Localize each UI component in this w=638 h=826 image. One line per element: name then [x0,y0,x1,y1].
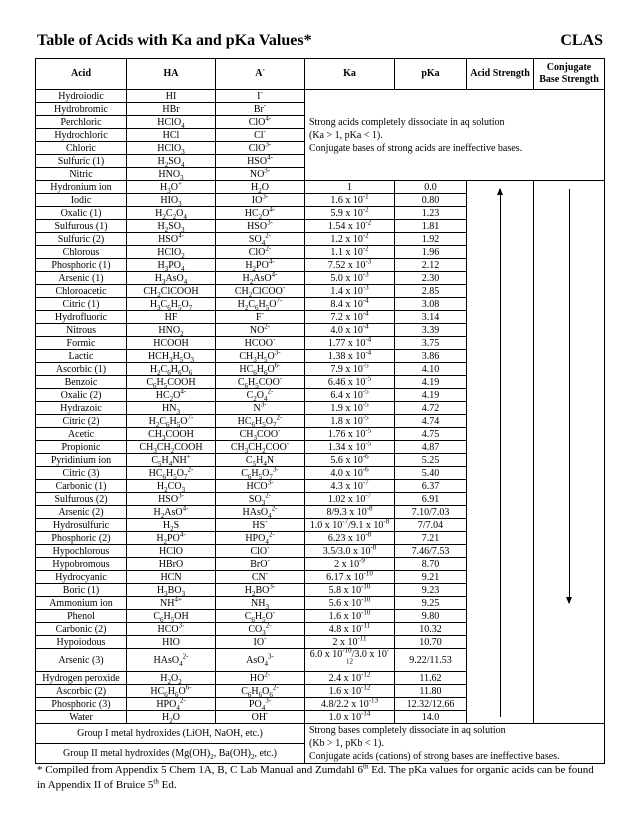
conjugate-base-cell: $H_2AsO^{4-}$ [216,272,305,285]
acid-formula-cell: $HNO_3$ [127,168,216,181]
acid-name-cell: Hydrocyanic [36,571,127,584]
acid-name-cell: Citric (1) [36,298,127,311]
acid-formula-cell: $NH^{4+}$ [127,597,216,610]
pka-cell: 5.25 [395,454,467,467]
pka-cell: 3.39 [395,324,467,337]
conjugate-base-cell: $H_2O$ [216,181,305,194]
ka-cell: 2 x $10^{-11}$ [305,636,395,649]
acid-formula-cell: $H_3O^+$ [127,181,216,194]
conjugate-base-cell: $CO_3^{2-}$ [216,623,305,636]
acid-name-cell: Hydrogen peroxide [36,672,127,685]
conjugate-base-cell: Cl- [216,129,305,142]
acid-name-cell: Citric (2) [36,415,127,428]
conjugate-base-cell: $C_5H_4N$ [216,454,305,467]
strong-acid-note: Strong acids completely dissociate in aq solution (Ka > 1, pKa < 1). Conjugate bases of strong acids are ineffective bases. [305,90,605,181]
acid-name-cell: Lactic [36,350,127,363]
ka-cell: 5.0 x $10^{-3}$ [305,272,395,285]
conjugate-base-cell: HS- [216,519,305,532]
conjugate-base-cell: CN- [216,571,305,584]
ka-cell: 1.2 x $10^{-2}$ [305,233,395,246]
pka-cell: 3.75 [395,337,467,350]
acid-formula-cell: $H_2AsO^{4-}$ [127,506,216,519]
acid-formula-cell: $HPO_4^{2-}$ [127,698,216,711]
acid-name-cell: Propionic [36,441,127,454]
conjugate-base-cell: ClO$^{3-}$ [216,142,305,155]
conjugate-base-cell: $N^{3-}$ [216,402,305,415]
acid-name-cell: Hypobromous [36,558,127,571]
acid-name-cell: Sulfurous (2) [36,493,127,506]
acid-row [36,181,605,194]
acid-name-cell: Hydrosulfuric [36,519,127,532]
ka-cell: 1.9 x $10^{-5}$ [305,402,395,415]
ka-cell: 1.02 x $10^{-7}$ [305,493,395,506]
ka-cell: 7.2 x $10^{-4}$ [305,311,395,324]
acid-strength-cell [467,181,534,724]
acid-table [35,58,605,764]
acid-name-cell: Benzoic [36,376,127,389]
acid-name-cell: Arsenic (1) [36,272,127,285]
acid-formula-cell: $C_6H_5OH$ [127,610,216,623]
pka-cell: 7/7.04 [395,519,467,532]
acid-name-cell: Arsenic (3) [36,649,127,672]
acid-name-cell: Hydrobromic [36,103,127,116]
acid-formula-cell: $C_6H_5COOH$ [127,376,216,389]
acid-name-cell: Sulfuric (1) [36,155,127,168]
pka-cell: 7.21 [395,532,467,545]
acid-formula-cell: $CH_3CH_2COOH$ [127,441,216,454]
ka-cell: 6.46 x $10^{-5}$ [305,376,395,389]
acid-formula-cell: $HNO_2$ [127,324,216,337]
acid-formula-cell: $H_2C_6H_6O_6$ [127,363,216,376]
ka-cell: 1.6 x $10^{-12}$ [305,685,395,698]
footnote: * Compiled from Appendix 5 Chem 1A, B, C Lab Manual and Zumdahl 6th Ed. The pKa values for organic acids can be found in Appendix II of Bruice 5th Ed. [37,762,594,791]
acid-name-cell: Phosphoric (3) [36,698,127,711]
pka-cell: 7.10/7.03 [395,506,467,519]
acid-formula-cell: HI [127,90,216,103]
ka-cell: 8.4 x $10^{-4}$ [305,298,395,311]
header-ka: Ka [305,59,395,90]
conjugate-base-cell: Br- [216,103,305,116]
conjugate-base-cell: $HCO^{3-}$ [216,480,305,493]
ka-cell: 5.6 x $10^{-6}$ [305,454,395,467]
pka-cell: 3.14 [395,311,467,324]
acid-formula-cell: HCl [127,129,216,142]
ka-cell: 1.0 x $10^{-7}/9.1$ x $10^{-8}$ [305,519,395,532]
conjugate-base-cell: $HSO^{3-}$ [216,220,305,233]
pka-cell: 9.21 [395,571,467,584]
conjugate-base-cell: HAsO$_4^{2-}$ [216,506,305,519]
strong-base-label: Group I metal hydroxides (LiOH, NaOH, etc.) [36,724,305,744]
header-pka: pKa [395,59,467,90]
acid-name-cell: Oxalic (1) [36,207,127,220]
ka-cell: 1.34 x $10^{-5}$ [305,441,395,454]
acid-name-cell: Phenol [36,610,127,623]
acid-formula-cell: HCOOH [127,337,216,350]
acid-formula-cell: $H_2O_2$ [127,672,216,685]
acid-name-cell: Oxalic (2) [36,389,127,402]
conjugate-base-cell: OH- [216,711,305,724]
conjugate-base-cell: $IO^{3-}$ [216,194,305,207]
acid-name-cell: Hydroiodic [36,90,127,103]
conjugate-base-cell: $CH_2ClCOO^-$ [216,285,305,298]
header-a: A- [216,59,305,90]
pka-cell: 7.46/7.53 [395,545,467,558]
pka-cell: 6.37 [395,480,467,493]
acid-formula-cell: HClO [127,545,216,558]
acid-name-cell: Hydrazoic [36,402,127,415]
ka-cell: 6.23 x $10^{-8}$ [305,532,395,545]
acid-formula-cell: $H_2C_6H_5O^{7-}$ [127,415,216,428]
header-acid-strength: Acid Strength [467,59,534,90]
acid-formula-cell: $H_2SO_4$ [127,155,216,168]
acid-formula-cell: $HC_6H_6O^{6-}$ [127,685,216,698]
ka-cell: 1.8 x $10^{-5}$ [305,415,395,428]
conjugate-base-cell: $H_2BO^{3-}$ [216,584,305,597]
conjugate-base-cell: $CH_3H_5O^{3-}$ [216,350,305,363]
conjugate-base-cell: $HC_2O^{4-}$ [216,207,305,220]
pka-cell: 4.10 [395,363,467,376]
pka-cell: 4.72 [395,402,467,415]
ka-cell: 1.6 x $10^{-1}$ [305,194,395,207]
acid-formula-cell: $H_3PO_4$ [127,259,216,272]
acid-name-cell: Boric (1) [36,584,127,597]
ka-cell: 4.8 x $10^{-11}$ [305,623,395,636]
pka-cell: 2.12 [395,259,467,272]
ka-cell: 6.0 x $10^{-10}/3.0$ x $10^{-12}$ [305,649,395,672]
ka-cell: 1 [305,181,395,194]
pka-cell: 4.19 [395,389,467,402]
acid-name-cell: Chlorous [36,246,127,259]
pka-cell: 5.40 [395,467,467,480]
acid-formula-cell: HClO$_3$ [127,142,216,155]
acid-formula-cell: $C_5H_4NH^+$ [127,454,216,467]
acid-formula-cell: $H_2C_2O_4$ [127,207,216,220]
conjugate-base-cell: $CH_3CH_2COO^-$ [216,441,305,454]
conjugate-base-cell: $C_2O_4^{2-}$ [216,389,305,402]
acid-name-cell: Iodic [36,194,127,207]
ka-cell: 7.52 x $10^{-3}$ [305,259,395,272]
conjugate-base-cell: ClO- [216,545,305,558]
acid-formula-cell: $H_2SO_3$ [127,220,216,233]
header-ha: HA [127,59,216,90]
acid-name-cell: Hypochlorous [36,545,127,558]
header-conjugate-base-strength: Conjugate Base Strength [534,59,605,90]
conjugate-base-cell: $HPO_4^{2-}$ [216,532,305,545]
strong-base-row [36,724,605,744]
corner-label: CLAS [560,32,603,49]
ka-cell: 2 x $10^{-9}$ [305,558,395,571]
acid-name-cell: Hydronium ion [36,181,127,194]
acid-formula-cell: $H_3BO_3$ [127,584,216,597]
strong-base-label: Group II metal hydroxides ($Mg(OH)_2$, $Ba(OH)_2$, etc.) [36,744,305,764]
acid-formula-cell: HIO [127,636,216,649]
acid-formula-cell: $CH_3COOH$ [127,428,216,441]
acid-name-cell: Nitrous [36,324,127,337]
acid-formula-cell: HBr [127,103,216,116]
acid-formula-cell: $CH_2ClCOOH$ [127,285,216,298]
ka-cell: 1.0 x $10^{-14}$ [305,711,395,724]
ka-cell: 2.4 x $10^{-12}$ [305,672,395,685]
ka-cell: 1.4 x $10^{-3}$ [305,285,395,298]
ka-cell: 8/9.3 x $10^{-8}$ [305,506,395,519]
header-acid: Acid [36,59,127,90]
conjugate-base-cell: $CH_3COO^-$ [216,428,305,441]
ka-cell: 7.9 x $10^{-5}$ [305,363,395,376]
acid-formula-cell: $HCH_3H_5O_3$ [127,350,216,363]
ka-cell: 1.38 x $10^{-4}$ [305,350,395,363]
pka-cell: 1.23 [395,207,467,220]
pka-cell: 2.30 [395,272,467,285]
ka-cell: 4.3 x $10^{-7}$ [305,480,395,493]
acid-name-cell: Sulfuric (2) [36,233,127,246]
acid-formula-cell: $H_2O$ [127,711,216,724]
conjugate-base-cell: ClO$^{2-}$ [216,246,305,259]
table-header-row [36,59,605,90]
acid-name-cell: Ascorbic (2) [36,685,127,698]
conjugate-base-cell: $HC_6H_5O_7^{2-}$ [216,415,305,428]
acid-formula-cell: $H_3AsO_4$ [127,272,216,285]
pka-cell: 4.19 [395,376,467,389]
page-title: Table of Acids with Ka and pKa Values* [37,32,312,49]
acid-name-cell: Hydrofluoric [36,311,127,324]
conjugate-base-cell: $H_2C_6H_5O^{7-}$ [216,298,305,311]
pka-cell: 4.87 [395,441,467,454]
acid-name-cell: Ascorbic (1) [36,363,127,376]
conjugate-base-cell: $NO^{3-}$ [216,168,305,181]
acid-name-cell: Carbonic (1) [36,480,127,493]
title-bar [37,32,603,54]
acid-name-cell: Phosphoric (2) [36,532,127,545]
acid-name-cell: Perchloric [36,116,127,129]
pka-cell: 10.70 [395,636,467,649]
conjugate-base-cell: $C_6H_5COO^-$ [216,376,305,389]
acid-name-cell: Chloric [36,142,127,155]
ka-cell: 4.0 x $10^{-4}$ [305,324,395,337]
pka-cell: 6.91 [395,493,467,506]
ka-cell: 6.4 x $10^{-5}$ [305,389,395,402]
acid-name-cell: Chloroacetic [36,285,127,298]
pka-cell: 3.08 [395,298,467,311]
pka-cell: 9.80 [395,610,467,623]
ka-cell: 3.5/3.0 x $10^{-8}$ [305,545,395,558]
acid-name-cell: Citric (3) [36,467,127,480]
acid-name-cell: Carbonic (2) [36,623,127,636]
conjugate-base-cell: $PO_4^{3-}$ [216,698,305,711]
ka-cell: 1.1 x $10^{-2}$ [305,246,395,259]
ka-cell: 6.17 x $10^{-10}$ [305,571,395,584]
acid-formula-cell: HAsO$_4^{2-}$ [127,649,216,672]
acid-formula-cell: $HN_3$ [127,402,216,415]
conjugate-base-cell: $NH_3$ [216,597,305,610]
pka-cell: 0.0 [395,181,467,194]
conjugate-base-cell: $HC_6H_6O^{6-}$ [216,363,305,376]
acid-formula-cell: $HSO^{3-}$ [127,493,216,506]
pka-cell: 2.85 [395,285,467,298]
pka-cell: 14.0 [395,711,467,724]
table-body [36,90,605,764]
pka-cell: 8.70 [395,558,467,571]
ka-cell: 5.8 x $10^{-10}$ [305,584,395,597]
increasing-base-strength-arrow [569,189,570,603]
acid-name-cell: Phosphoric (1) [36,259,127,272]
conjugate-base-cell: $HSO^{4-}$ [216,155,305,168]
pka-cell: 11.80 [395,685,467,698]
conjugate-base-cell: $SO_4^{2-}$ [216,233,305,246]
ka-cell: 1.6 x $10^{-10}$ [305,610,395,623]
acid-formula-cell: $HSO^{4-}$ [127,233,216,246]
acid-formula-cell: HF [127,311,216,324]
conjugate-base-cell: $NO^{2-}$ [216,324,305,337]
acid-formula-cell: $HCO^{3-}$ [127,623,216,636]
ka-cell: 5.9 x $10^{-2}$ [305,207,395,220]
acid-formula-cell: $H_3C_6H_5O_7$ [127,298,216,311]
ka-cell: 4.8/2.2 x $10^{-13}$ [305,698,395,711]
acid-name-cell: Hydrochloric [36,129,127,142]
ka-cell: 1.54 x $10^{-2}$ [305,220,395,233]
conjugate-base-cell: $SO_3^{2-}$ [216,493,305,506]
acid-formula-cell: HClO$_2$ [127,246,216,259]
acid-name-cell: Hypoiodous [36,636,127,649]
conjugate-base-cell: $C_6H_5O_7^{3-}$ [216,467,305,480]
pka-cell: 9.22/11.53 [395,649,467,672]
acid-formula-cell: $HIO_3$ [127,194,216,207]
acid-formula-cell: $H_2CO_3$ [127,480,216,493]
strong-base-note: Strong bases completely dissociate in aq solution (Kb > 1, pKb < 1). Conjugate acids (cations) of strong bases are ineffective bases. [305,724,605,764]
pka-cell: 9.23 [395,584,467,597]
acid-formula-cell: $H_2S$ [127,519,216,532]
conjugate-base-cell: $HO^{2-}$ [216,672,305,685]
acid-name-cell: Formic [36,337,127,350]
pka-cell: 12.32/12.66 [395,698,467,711]
conjugate-base-cell: $C_6H_5O^-$ [216,610,305,623]
pka-cell: 10.32 [395,623,467,636]
ka-cell: 4.0 x $10^{-6}$ [305,467,395,480]
acid-formula-cell: $H_2PO^{4-}$ [127,532,216,545]
conjugate-base-cell: BrO- [216,558,305,571]
ka-cell: 1.76 x $10^{-5}$ [305,428,395,441]
acid-name-cell: Arsenic (2) [36,506,127,519]
pka-cell: 1.92 [395,233,467,246]
pka-cell: 3.86 [395,350,467,363]
acid-formula-cell: $HC_2O^{4-}$ [127,389,216,402]
conjugate-base-cell: IO- [216,636,305,649]
conjugate-base-strength-cell [534,181,605,724]
acid-name-cell: Sulfurous (1) [36,220,127,233]
conjugate-base-cell: $H_2PO^{4-}$ [216,259,305,272]
acid-formula-cell: HCN [127,571,216,584]
pka-cell: 1.81 [395,220,467,233]
ka-cell: 1.77 x $10^{-4}$ [305,337,395,350]
pka-cell: 11.62 [395,672,467,685]
pka-cell: 4.74 [395,415,467,428]
conjugate-base-cell: AsO$_4^{3-}$ [216,649,305,672]
pka-cell: 0.80 [395,194,467,207]
acid-formula-cell: HBrO [127,558,216,571]
acid-name-cell: Pyridinium ion [36,454,127,467]
conjugate-base-cell: I- [216,90,305,103]
acid-name-cell: Acetic [36,428,127,441]
increasing-acid-strength-arrow [500,189,501,717]
pka-cell: 4.75 [395,428,467,441]
acid-name-cell: Nitric [36,168,127,181]
ka-cell: 5.6 x $10^{-10}$ [305,597,395,610]
conjugate-base-cell: $C_6H_6O_6^{2-}$ [216,685,305,698]
conjugate-base-cell: F- [216,311,305,324]
strong-acid-row [36,90,605,103]
acid-formula-cell: HClO$_4$ [127,116,216,129]
acid-formula-cell: $HC_6H_5O_7^{2-}$ [127,467,216,480]
conjugate-base-cell: HCOO- [216,337,305,350]
acid-name-cell: Water [36,711,127,724]
conjugate-base-cell: ClO$^{4-}$ [216,116,305,129]
pka-cell: 9.25 [395,597,467,610]
pka-cell: 1.96 [395,246,467,259]
acid-name-cell: Ammonium ion [36,597,127,610]
